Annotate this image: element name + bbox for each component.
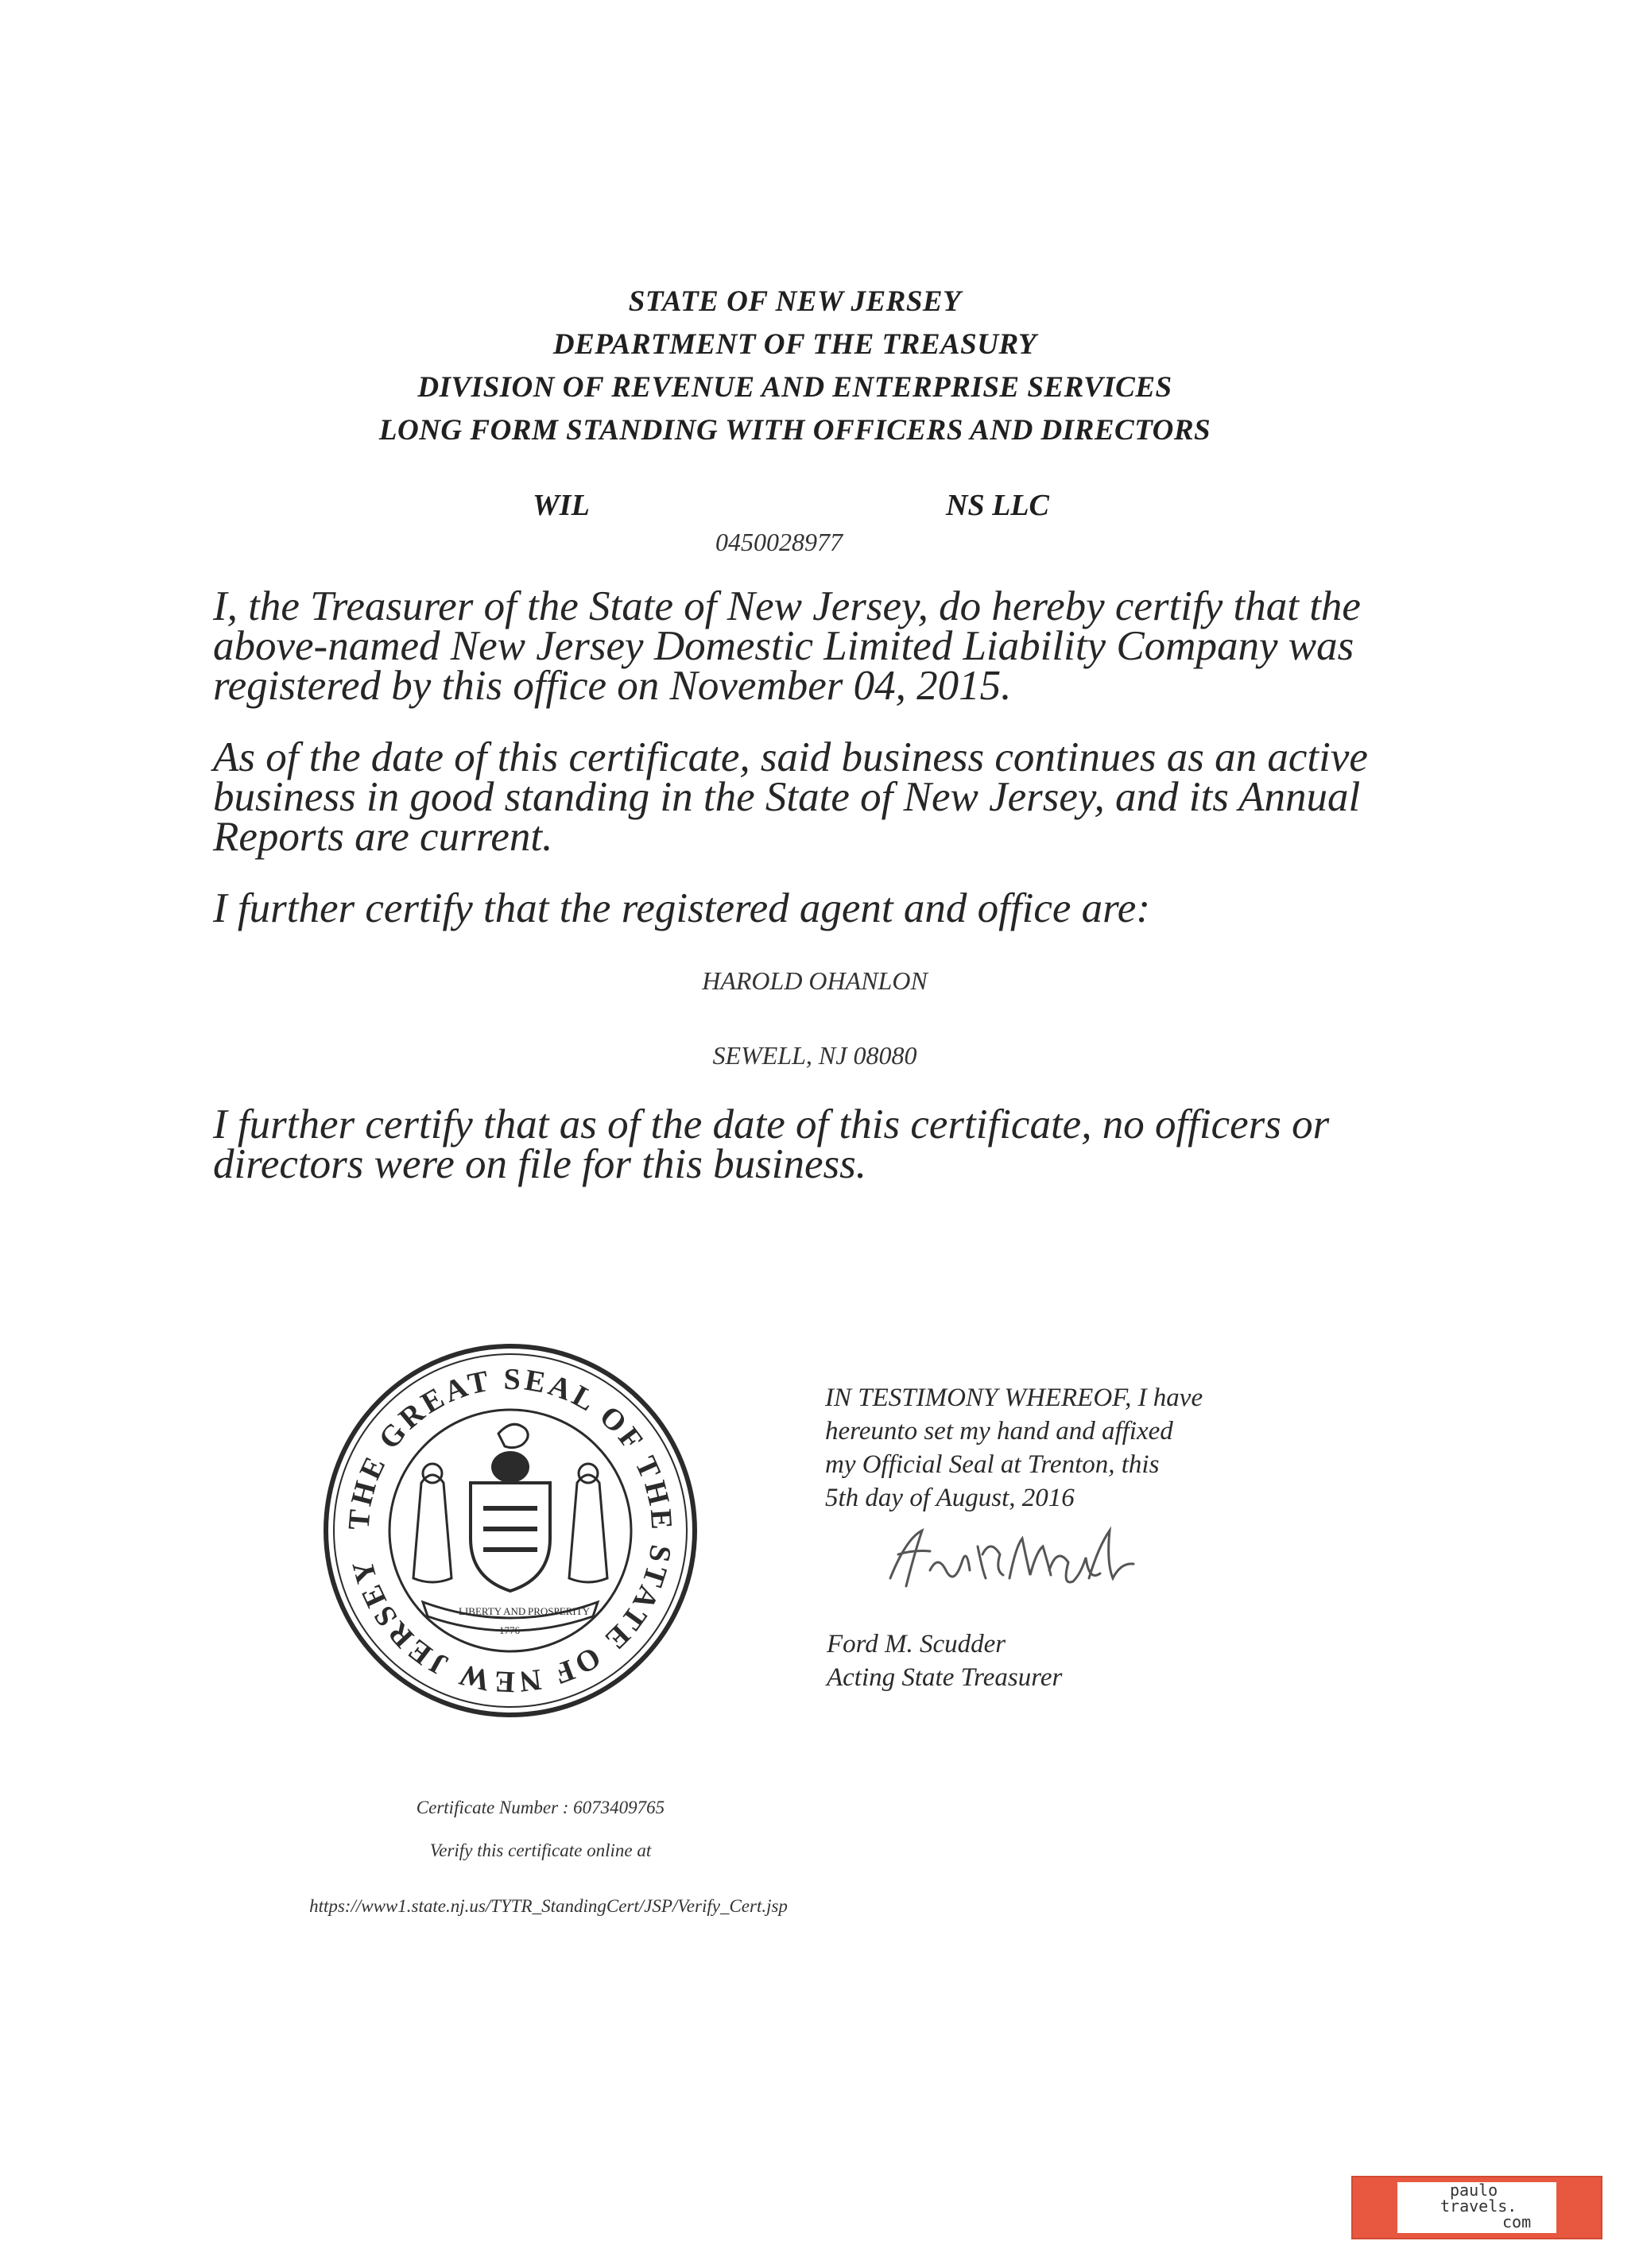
business-name-start: WIL xyxy=(533,489,590,522)
signature-icon xyxy=(882,1523,1153,1602)
header-department: DEPARTMENT OF THE TREASURY xyxy=(552,328,1037,361)
testimony-line-1: IN TESTIMONY WHEREOF, I have xyxy=(825,1384,1203,1412)
business-id: 0450028977 xyxy=(715,528,843,556)
logo-text-box xyxy=(1397,2182,1556,2233)
no-officers-paragraph: I further certify that as of the date of this certificate, no officers or directors were on file for this business. xyxy=(213,1101,1330,1187)
testimony-line-4: 5th day of August, 2016 xyxy=(825,1484,1075,1512)
logo-line-2: travels. xyxy=(1440,2196,1517,2216)
registered-agent-intro: I further certify that the registered agent and office are: xyxy=(213,885,1150,931)
great-seal-icon xyxy=(320,1340,701,1721)
good-standing-paragraph: As of the date of this certificate, said business continues as an active business in good standing in the State of New Jersey, and its Annual Reports are current. xyxy=(213,734,1368,860)
seal-banner-left: LIBERTY AND xyxy=(459,1605,526,1617)
seal-banner-right: PROSPERITY xyxy=(528,1605,591,1617)
testimony-line-2: hereunto set my hand and affixed xyxy=(825,1417,1173,1446)
agent-name: HAROLD OHANLON xyxy=(702,966,928,995)
certificate-number: Certificate Number : 6073409765 xyxy=(416,1798,665,1817)
header-state: STATE OF NEW JERSEY xyxy=(628,285,962,318)
logo-line-1: paulo xyxy=(1450,2181,1498,2200)
signer-title: Acting State Treasurer xyxy=(827,1663,1063,1692)
paulo-travels-logo xyxy=(1351,2176,1602,2239)
seal-year: 1776 xyxy=(499,1624,520,1636)
signer-block xyxy=(827,1627,1062,1694)
verify-url[interactable]: https://www1.state.nj.us/TYTR_StandingCert/JSP/Verify_Cert.jsp xyxy=(309,1896,788,1916)
verify-text: Verify this certificate online at xyxy=(429,1840,652,1860)
certify-registration-paragraph: I, the Treasurer of the State of New Jersey, do hereby certify that the above-named New Jersey Domestic Limited Liability Company was registered by this office on November 04, 2015. xyxy=(213,583,1361,709)
signer-name: Ford M. Scudder xyxy=(827,1630,1006,1658)
header-division: DIVISION OF REVENUE AND ENTERPRISE SERVICES xyxy=(417,371,1172,404)
logo-line-3: com xyxy=(1502,2212,1532,2231)
testimony-line-3: my Official Seal at Trenton, this xyxy=(825,1450,1160,1479)
agent-address: SEWELL, NJ 08080 xyxy=(712,1041,917,1070)
testimony-block xyxy=(825,1381,1203,1515)
header-form-title: LONG FORM STANDING WITH OFFICERS AND DIRECTORS xyxy=(378,414,1211,447)
business-name-end: NS LLC xyxy=(946,489,1049,522)
seal-outer-text: THE GREAT SEAL OF THE STATE OF NEW JERSEY xyxy=(342,1362,679,1699)
